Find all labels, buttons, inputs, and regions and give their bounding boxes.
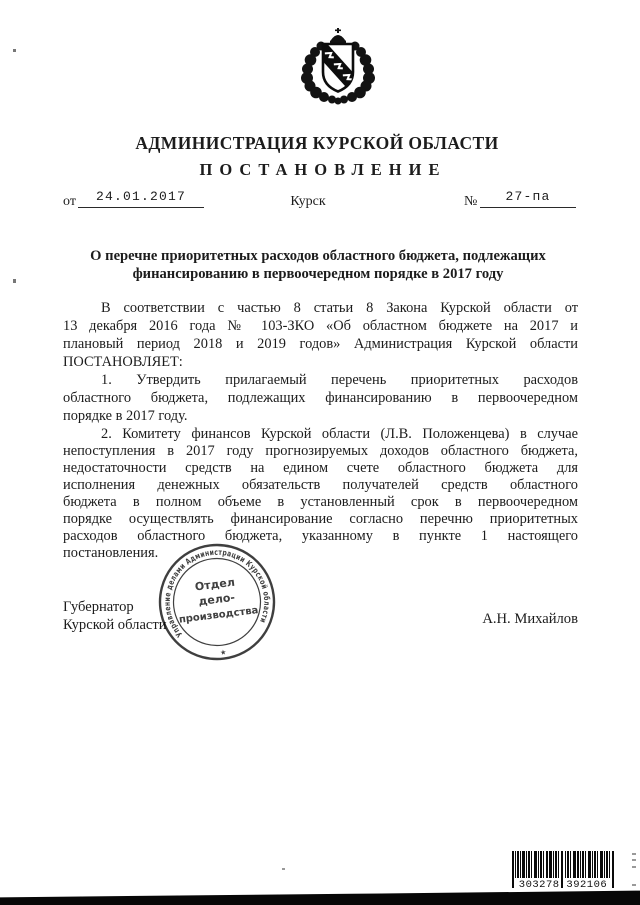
scan-speck	[282, 868, 285, 870]
clause-1-paragraph	[63, 371, 578, 425]
document-type-title: ПОСТАНОВЛЕНИЕ	[199, 160, 447, 179]
organization-name: АДМИНИСТРАЦИЯ КУРСКОЙ ОБЛАСТИ	[135, 133, 499, 153]
stamp-center-line: производства	[178, 605, 259, 626]
stamp-center-line: Отдел	[194, 575, 236, 594]
body-line: исполнения денежных обязательств получателей средств областного	[63, 477, 578, 493]
signer-position-line2: Курской области	[63, 617, 167, 633]
office-round-stamp	[154, 539, 280, 665]
document-title-line: О перечне приоритетных расходов областного бюджета, подлежащих	[90, 248, 546, 264]
clause-2-paragraph	[63, 426, 578, 562]
body-line: 2. Комитету финансов Курской области (Л.В. Положенцева) в случае	[101, 426, 578, 442]
stamp-star-icon: ★	[219, 648, 227, 657]
number-prefix-label: №	[464, 194, 478, 209]
scan-speck	[632, 853, 636, 855]
document-date-value: 24.01.2017	[78, 189, 204, 208]
date-prefix-label: от	[63, 194, 76, 209]
scan-edge-bar	[0, 889, 640, 905]
kursk-coat-of-arms-icon	[294, 28, 382, 108]
scan-speck	[632, 866, 636, 868]
preamble-paragraph	[63, 299, 578, 371]
body-line: ПОСТАНОВЛЯЕТ:	[63, 354, 183, 370]
body-line: недостаточности средств на едином счете областного бюджета для	[63, 460, 578, 476]
stamp-ring-text: Управление делами Администрации Курской области	[162, 547, 272, 640]
scan-speck	[632, 884, 636, 886]
body-line: постановления.	[63, 545, 159, 561]
signer-name: А.Н. Михайлов	[482, 611, 578, 627]
body-line: областного бюджета, подлежащих финансированию в первоочередном	[63, 390, 578, 406]
barcode	[512, 851, 616, 891]
body-line: бюджета в полном объеме в установленный срок в первоочередном	[63, 494, 578, 510]
issue-city-label: Курск	[290, 194, 326, 209]
body-line: В соответствии с частью 8 статьи 8 Закона Курской области от	[101, 300, 578, 316]
scan-speck	[632, 859, 636, 861]
document-body	[63, 299, 578, 562]
body-line: порядке в 2017 году.	[63, 408, 188, 424]
barcode-digits: 303278 392106	[518, 879, 608, 891]
document-number-value: 27-па	[480, 189, 576, 208]
document-title	[0, 247, 636, 283]
body-line: расходов областного бюджета, указанному в пункте 1 настоящего	[63, 528, 578, 544]
stamp-center-line: дело-	[197, 590, 236, 609]
body-line: плановый период 2018 и 2019 годов» Администрация Курской области	[63, 336, 578, 352]
body-line: непоступления в 2017 году прогнозируемых доходов областного бюджета,	[63, 443, 578, 459]
body-line: 1. Утвердить прилагаемый перечень приоритетных расходов	[101, 372, 578, 388]
document-title-line: финансированию в первоочередном порядке в 2017 году	[132, 266, 504, 282]
body-line: порядке осуществлять финансирование согласно перечню приоритетных	[63, 511, 578, 527]
body-line: 13 декабря 2016 года № 103-ЗКО «Об областном бюджете на 2017 и	[63, 318, 578, 334]
signer-position-line1: Губернатор	[63, 599, 134, 615]
scan-speck	[13, 279, 16, 283]
scan-speck	[13, 49, 16, 52]
